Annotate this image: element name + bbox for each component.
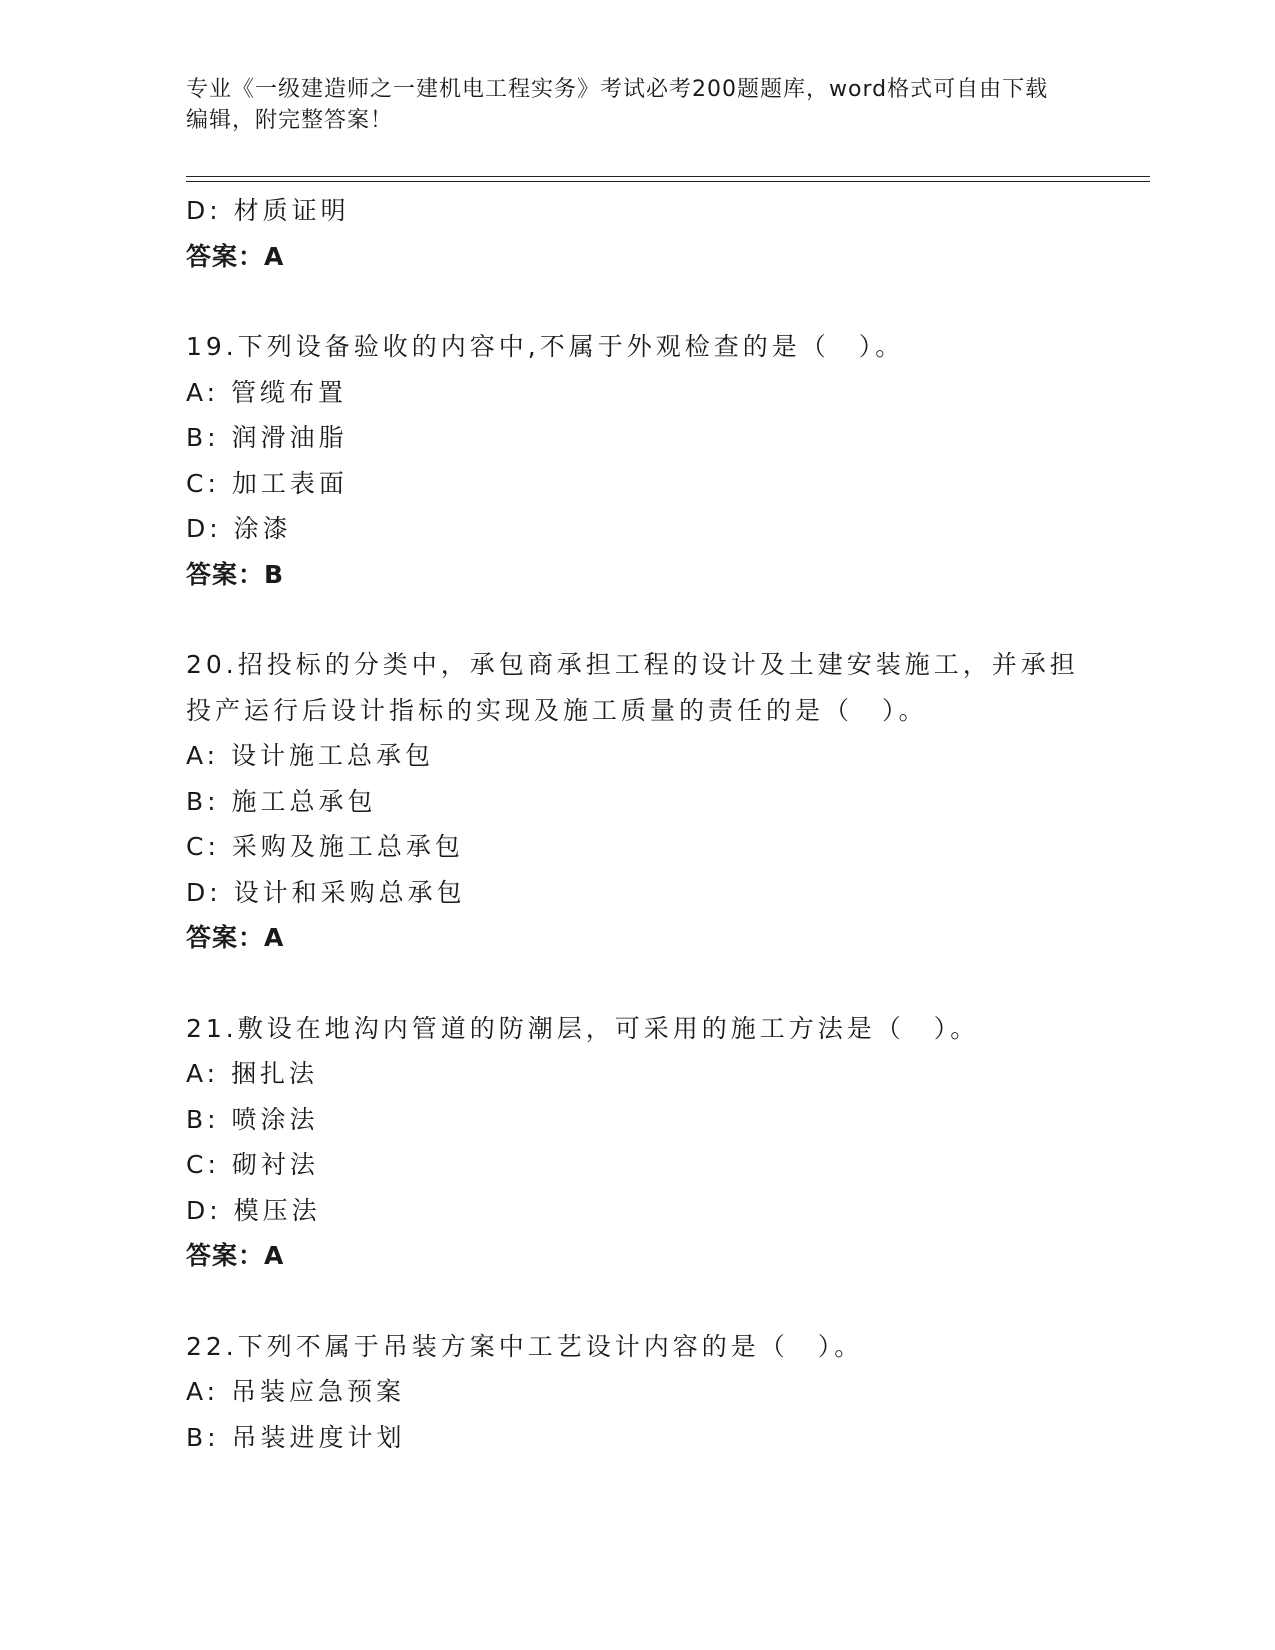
option-d: D: 涂漆 <box>186 514 292 543</box>
option-b: B: 施工总承包 <box>186 786 377 816</box>
question-20 <box>186 642 1086 961</box>
spacer <box>186 597 1086 642</box>
option-d: D: 设计和采购总承包 <box>186 877 466 907</box>
question-stem: 21.敷设在地沟内管道的防潮层，可采用的施工方法是（ ）。 <box>186 1013 980 1043</box>
question-18-fragment <box>186 188 1086 279</box>
option-a: A: 吊装应急预案 <box>186 1377 406 1406</box>
question-21 <box>186 1006 1086 1279</box>
option-a: A: 捆扎法 <box>186 1059 319 1088</box>
answer: 答案：A <box>186 241 285 271</box>
option-b: B: 喷涂法 <box>186 1104 319 1134</box>
option-d: D: 材质证明 <box>186 196 350 225</box>
question-stem: 19.下列设备验收的内容中,不属于外观检查的是（ ）。 <box>186 332 905 361</box>
page-header: 专业《一级建造师之一建机电工程实务》考试必考200题题库，word格式可自由下载编辑，附完整答案！ <box>186 77 1049 133</box>
question-stem: 22.下列不属于吊装方案中工艺设计内容的是（ ）。 <box>186 1331 864 1361</box>
question-22 <box>186 1324 1086 1461</box>
answer: 答案：A <box>186 923 285 952</box>
option-c: C: 加工表面 <box>186 468 348 498</box>
header-divider <box>186 176 1150 182</box>
option-a: A: 设计施工总承包 <box>186 741 435 770</box>
answer: 答案：A <box>186 1241 285 1270</box>
option-a: A: 管缆布置 <box>186 377 348 407</box>
option-d: D: 模压法 <box>186 1195 321 1225</box>
spacer <box>186 961 1086 1006</box>
question-19 <box>186 324 1086 597</box>
option-c: C: 砌衬法 <box>186 1150 319 1179</box>
question-stem: 20.招投标的分类中，承包商承担工程的设计及土建安装施工，并承担投产运行后设计指标的实现及施工质量的责任的是（ ）。 <box>186 650 1079 725</box>
option-b: B: 吊装进度计划 <box>186 1422 406 1452</box>
option-b: B: 润滑油脂 <box>186 423 348 452</box>
option-c: C: 采购及施工总承包 <box>186 832 464 861</box>
document-body <box>186 188 1086 1460</box>
spacer <box>186 279 1086 324</box>
answer: 答案：B <box>186 559 285 589</box>
spacer <box>186 1279 1086 1324</box>
